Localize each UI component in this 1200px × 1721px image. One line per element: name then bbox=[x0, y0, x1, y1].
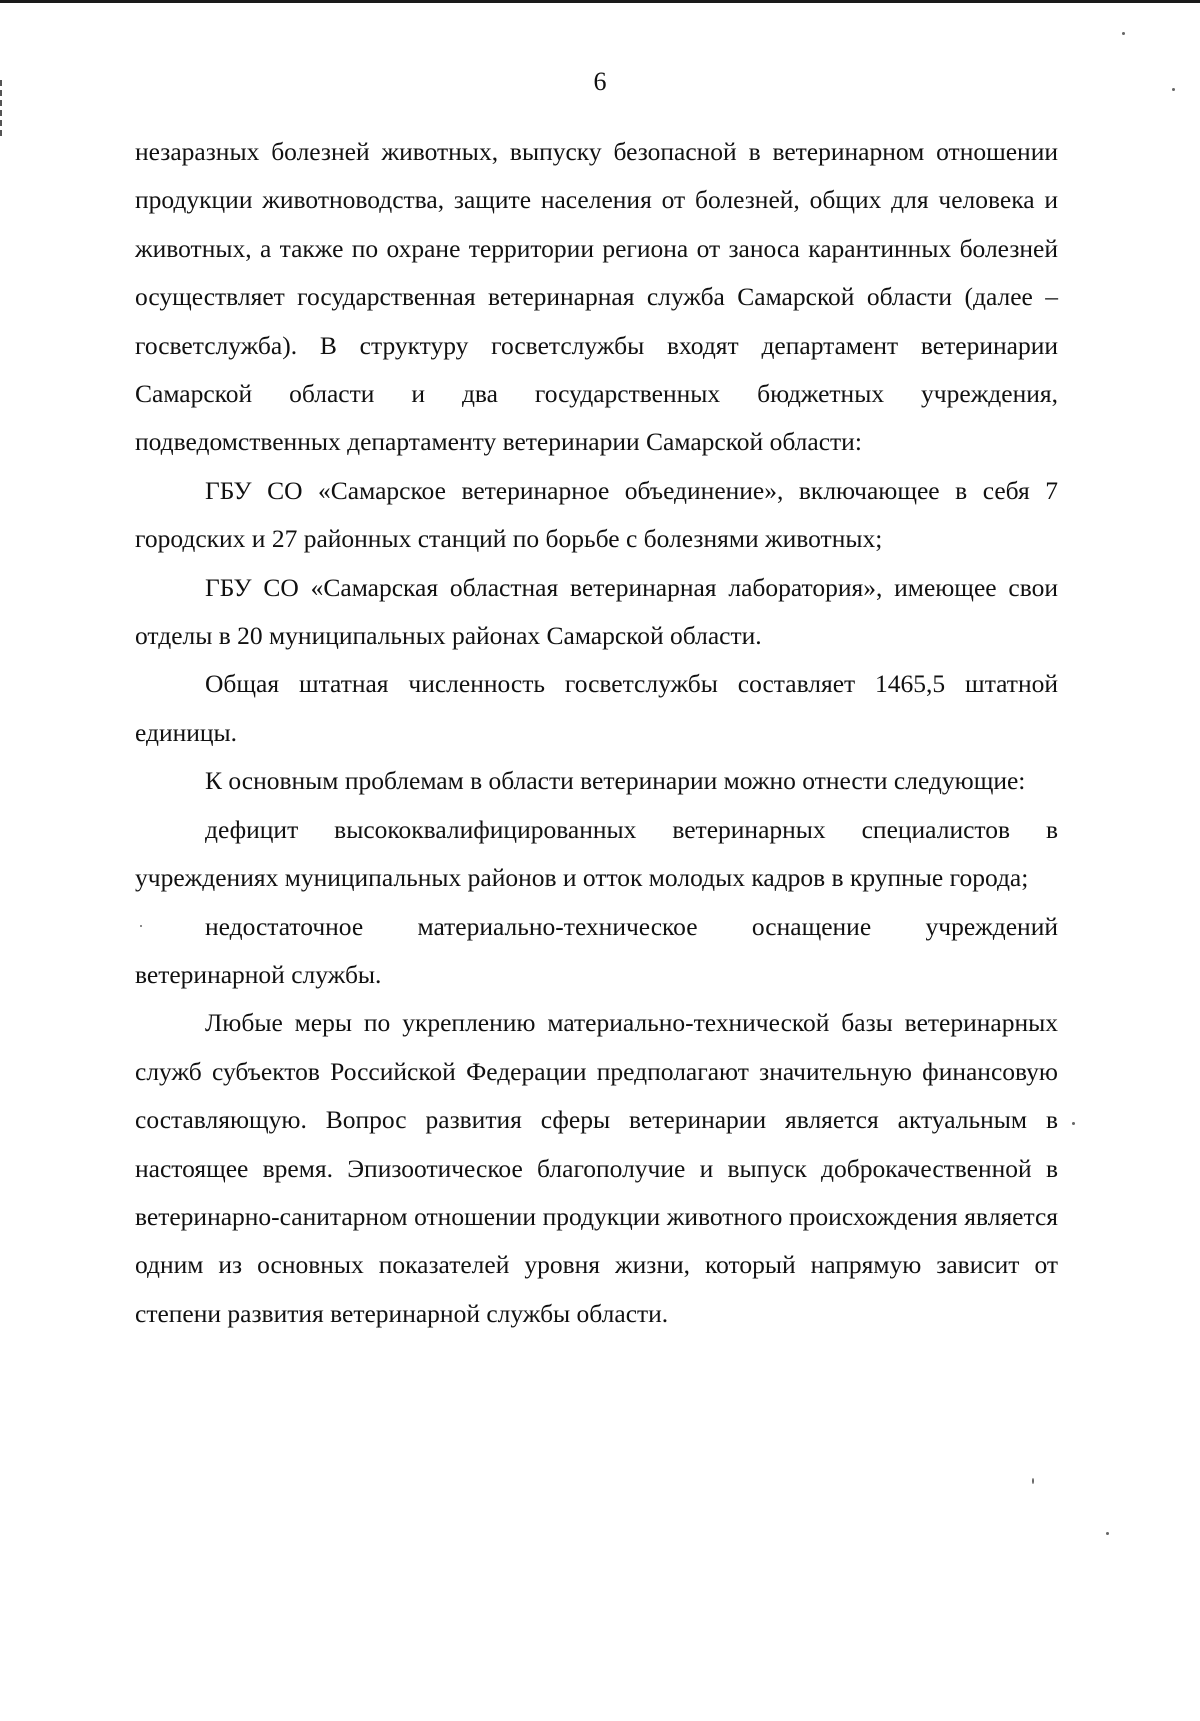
paragraph: недостаточное материально-техническое оснащение учреждений ветеринарной службы. bbox=[135, 911, 1058, 989]
scan-speck bbox=[1106, 1532, 1109, 1535]
paragraph: незаразных болезней животных, выпуску безопасной в ветеринарном отношении продукции животноводства, защите населения от болезней, общих для человека и животных, а также по охране территории региона от заноса карантинных болезней осуществляет государственная ветеринарная служба Самарской области (далее – госветслужба). В структуру госветслужбы входят департамент ветеринарии Самарской области и два государственных бюджетных учреждения, подведомственных департаменту ветеринарии Самарской области: bbox=[135, 137, 1058, 457]
paragraph: дефицит высококвалифицированных ветеринарных специалистов в учреждениях муниципальных районов и отток молодых кадров в крупные города; bbox=[135, 814, 1058, 893]
document-body bbox=[135, 128, 1058, 1338]
paragraph: ГБУ СО «Самарское ветеринарное объединение», включающее в себя 7 городских и 27 районных станций по борьбе с болезнями животных; bbox=[135, 475, 1058, 554]
page-number: 6 bbox=[593, 67, 607, 96]
scan-speck bbox=[1122, 32, 1125, 35]
paragraph: К основным проблемам в области ветеринарии можно отнести следующие: bbox=[205, 766, 1026, 796]
scan-speck bbox=[1032, 1478, 1034, 1484]
paragraph: ГБУ СО «Самарская областная ветеринарная лаборатория», имеющее свои отделы в 20 муниципальных районах Самарской области. bbox=[135, 572, 1058, 651]
scan-speck bbox=[1072, 1122, 1075, 1125]
paragraph: Любые меры по укреплению материально-технической базы ветеринарных служб субъектов Российской Федерации предполагают значительную финансовую составляющую. Вопрос развития сферы ветеринарии является актуальным в настоящее время. Эпизоотическое благополучие и выпуск доброкачественной в ветеринарно-санитарном отношении продукции животного происхождения является одним из основных показателей уровня жизни, который напрямую зависит от степени развития ветеринарной службы области. bbox=[135, 1008, 1058, 1328]
scan-top-edge bbox=[0, 0, 1200, 3]
paragraph: Общая штатная численность госветслужбы составляет 1465,5 штатной единицы. bbox=[135, 669, 1058, 747]
